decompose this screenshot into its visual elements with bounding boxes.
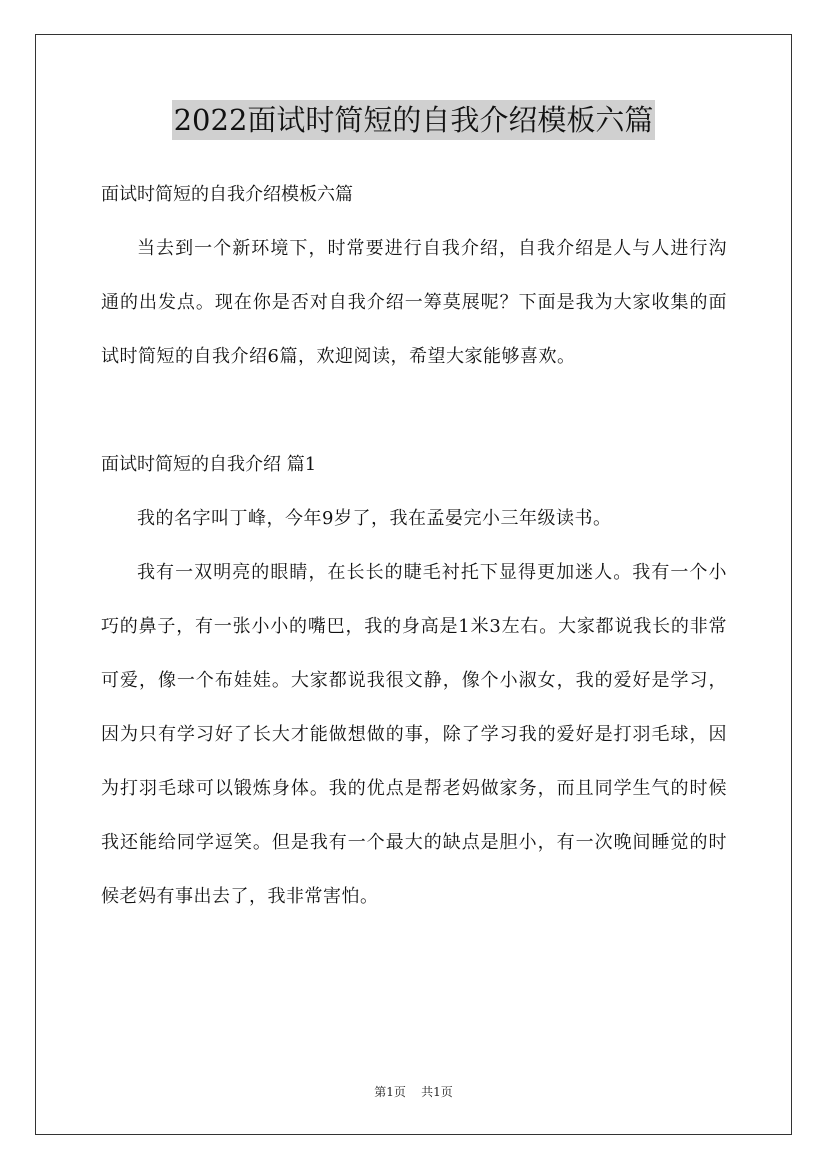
footer-spacer (410, 1085, 418, 1099)
document-subtitle: 面试时简短的自我介绍模板六篇 (101, 184, 353, 205)
body-paragraph: 我的名字叫丁峰，今年9岁了，我在孟晏完小三年级读书。 (137, 508, 612, 529)
page-footer (0, 1082, 827, 1102)
document-title: 2022面试时简短的自我介绍模板六篇 (172, 100, 656, 140)
body-paragraph: 我有一双明亮的眼睛，在长长的睫毛衬托下显得更加迷人。我有一个小巧的鼻子，有一张小小的嘴巴，我的身高是1米3左右。大家都说我长的非常可爱，像一个布娃娃。大家都说我很文静，像个小淑女，我的爱好是学习，因为只有学习好了长大才能做想做的事，除了学习我的爱好是打羽毛球，因为打羽毛球可以锻炼身体。我的优点是帮老妈做家务，而且同学生气的时候我还能给同学逗笑。但是我有一个最大的缺点是胆小，有一次晚间睡觉的时候老妈有事出去了，我非常害怕。 (101, 562, 727, 907)
page-total: 共1页 (421, 1085, 453, 1099)
section-gap (101, 384, 727, 438)
document-body (101, 168, 727, 924)
intro-paragraph: 当去到一个新环境下，时常要进行自我介绍，自我介绍是人与人进行沟通的出发点。现在你是否对自我介绍一筹莫展呢？下面是我为大家收集的面试时简短的自我介绍6篇，欢迎阅读，希望大家能够喜欢。 (101, 238, 727, 367)
title-block (0, 100, 827, 140)
page-number: 第1页 (374, 1085, 406, 1099)
section-heading: 面试时简短的自我介绍 篇1 (101, 454, 317, 475)
